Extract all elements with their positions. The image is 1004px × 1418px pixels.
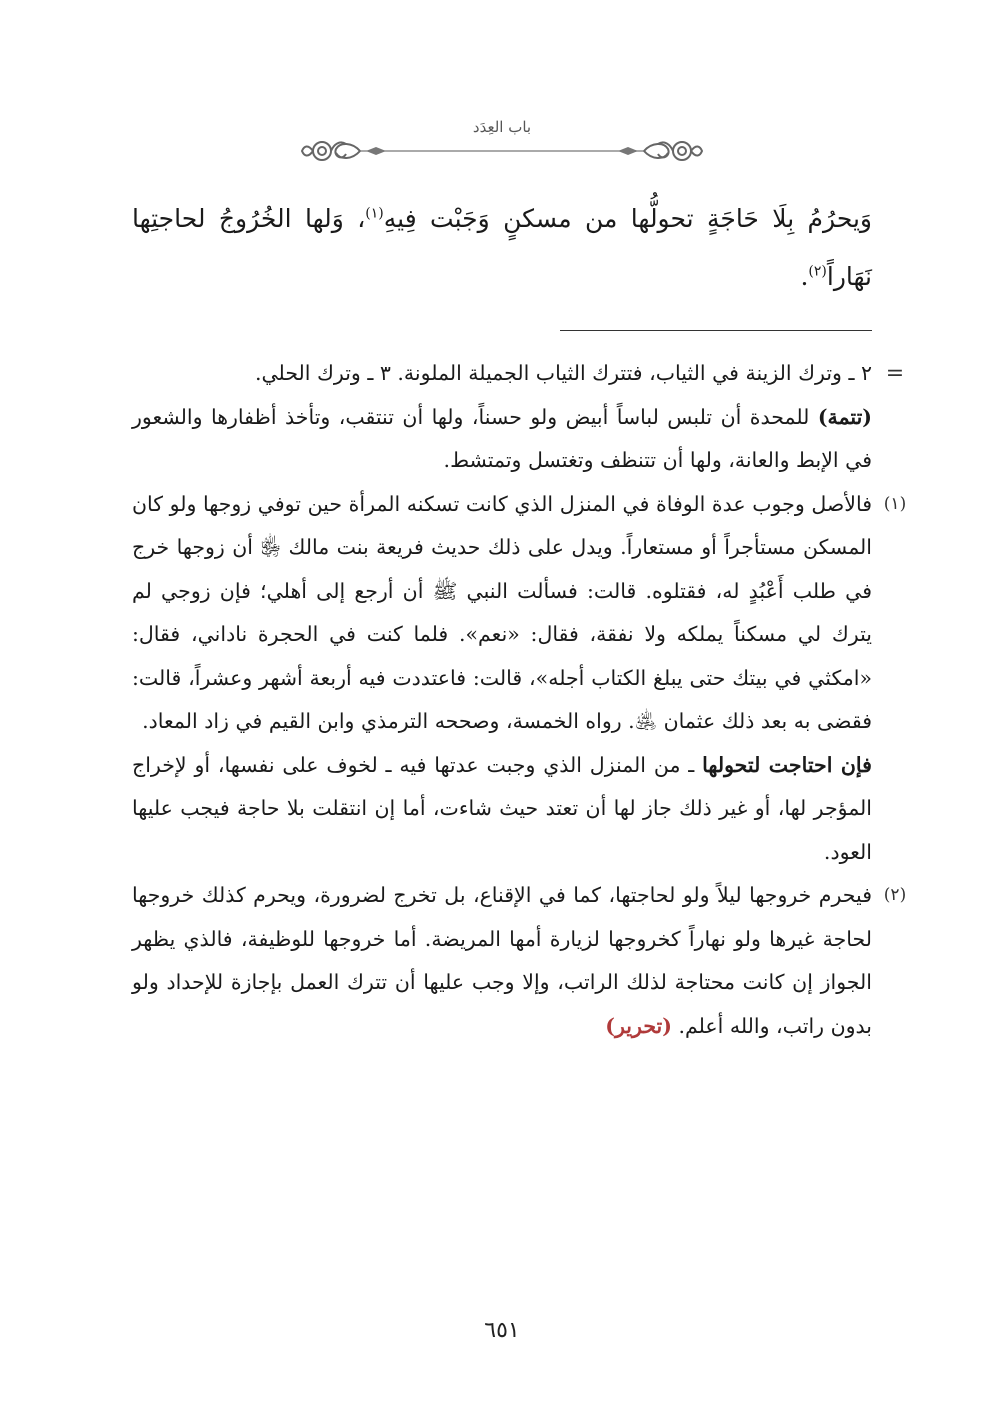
footnote-2 (132, 874, 907, 1048)
tatimma-text: للمحدة أن تلبس لباساً أبيض ولو حسناً، ولها أن تنتقب، وتأخذ أظفارها والشعور في الإبط والعانة، ولها أن تتنظف وتغتسل وتمتشط. (132, 404, 872, 472)
footnote-1-bold-lead: فإن احتاجت لتحولها (702, 752, 872, 777)
continuation-marker: = (885, 361, 905, 386)
footnote-1-paragraph-2 (132, 744, 872, 875)
footnote-ref-1[interactable]: (١) (365, 205, 384, 222)
footnote-1-paragraph-1: فالأصل وجوب عدة الوفاة في المنزل الذي كانت تسكنه المرأة حين توفي زوجها ولو كان المسكن مستأجراً أو مستعاراً. ويدل على ذلك حديث فريعة بنت مالك ﵂ أن زوجها خرج في طلب أَعْبُدٍ له، فقتلوه. قالت: فسألت النبي ﷺ أن أرجع إلى أهلي؛ فإن زوجي لم يترك لي مسكناً يملكه ولا نفقة، فقال: «نعم». فلما كنت في الحجرة ناداني، فقال: «امكثي في بيتك حتى يبلغ الكتاب أجله»، قالت: فاعتددت فيه أربعة أشهر وعشراً، قالت: فقضى به بعد ذلك عثمان ﵁. رواه الخمسة، وصححه الترمذي وابن القيم في زاد المعاد. (132, 491, 872, 733)
main-text-part1: وَيحرُمُ بِلَا حَاجَةٍ تحولُّها من مسكنٍ وَجَبْت فِيهِ (383, 204, 872, 233)
page-number: ٦٥١ (484, 1318, 520, 1343)
tahrir-tag: (تحرير) (605, 1013, 672, 1038)
footnote-1-paragraph-2-text: ـ من المنزل الذي وجبت عدتها فيه ـ لخوف على نفسها، أو لإخراج المؤجر لها، أو غير ذلك جاز لها أن تعتد حيث شاءت، أما إن انتقلت بلا حاجة فيجب عليها العود. (132, 752, 872, 864)
footnote-2-marker: (٢) (883, 885, 907, 905)
footnote-ref-2[interactable]: (٢) (808, 263, 827, 280)
main-text (132, 190, 872, 306)
footnote-continuation (132, 352, 905, 483)
footnotes (132, 352, 907, 1048)
tatimma-label: (تتمة) (817, 404, 872, 429)
footnote-2-paragraph (132, 874, 872, 1048)
footnote-1-marker: (١) (883, 493, 907, 514)
footnote-1 (132, 483, 907, 875)
continuation-line: ٢ ـ وترك الزينة في الثياب، فتترك الثياب الجميلة الملونة. ٣ ـ وترك الحلي. (254, 361, 872, 385)
ornament-divider-icon (300, 134, 704, 168)
footnote-2-text: فيحرم خروجها ليلاً ولو لحاجتها، كما في الإقناع، بل تخرج لضرورة، ويحرم كذلك خروجها لحاجة غيرها ولو نهاراً كخروجها لزيارة أمها المريضة. أما خروجها للوظيفة، فالذي يظهر الجواز إن كانت محتاجة لذلك الراتب، وإلا وجب عليها أن تترك العمل بإجازة للإحداد ولو بدون راتب، والله أعلم. (132, 883, 872, 1038)
running-head: باب العِدَد (472, 118, 532, 136)
footnote-separator (560, 330, 872, 331)
main-text-part2: ، وَلها الخُرُوجُ لحاجتِها نَهَاراً (132, 204, 872, 291)
tatimma-paragraph (132, 396, 872, 483)
main-text-part3: . (800, 262, 809, 291)
